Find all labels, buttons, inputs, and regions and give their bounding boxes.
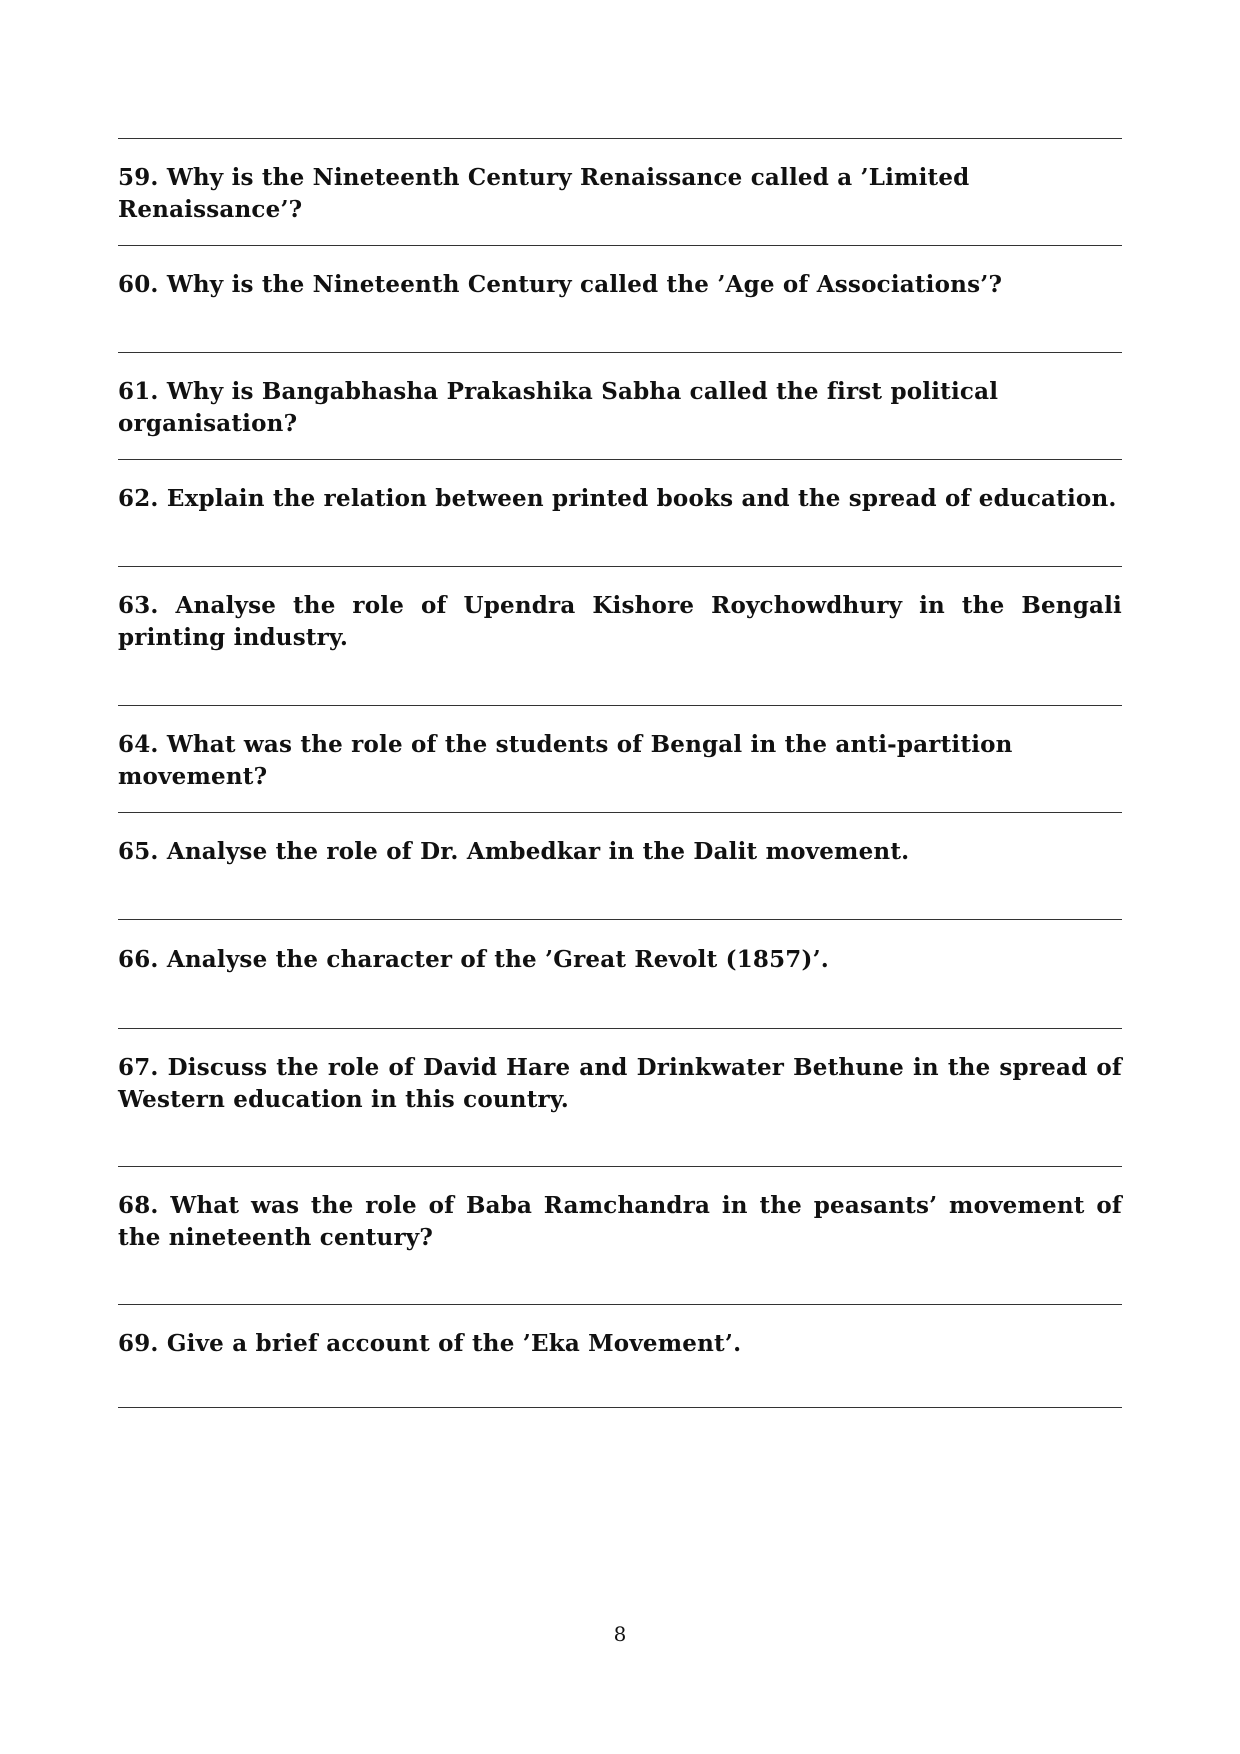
question-65 xyxy=(118,836,1122,868)
divider xyxy=(118,1407,1122,1408)
question-text: Give a brief account of the ’Eka Movement’. xyxy=(166,1330,742,1357)
divider xyxy=(118,919,1122,920)
question-text: Why is the Nineteenth Century Renaissance called a ’Limited Renaissance’? xyxy=(118,164,970,223)
question-number: 67. xyxy=(118,1054,159,1081)
question-text: Discuss the role of David Hare and Drinkwater Bethune in the spread of Western education in this country. xyxy=(118,1054,1122,1113)
divider xyxy=(118,705,1122,706)
question-number: 69. xyxy=(118,1330,159,1357)
question-64 xyxy=(118,729,1122,793)
question-67 xyxy=(118,1052,1122,1116)
divider xyxy=(118,566,1122,567)
question-62 xyxy=(118,483,1122,515)
question-number: 68. xyxy=(118,1192,159,1219)
question-text: Analyse the character of the ’Great Revolt (1857)’. xyxy=(166,946,830,973)
question-number: 64. xyxy=(118,731,159,758)
question-number: 62. xyxy=(118,485,159,512)
divider xyxy=(118,1304,1122,1305)
page-number: 8 xyxy=(613,1622,627,1646)
question-text: Explain the relation between printed books and the spread of education. xyxy=(166,485,1117,512)
question-text: What was the role of Baba Ramchandra in the peasants’ movement of the nineteenth century? xyxy=(118,1192,1122,1251)
question-text: What was the role of the students of Bengal in the anti-partition movement? xyxy=(118,731,1013,790)
divider xyxy=(118,245,1122,246)
question-number: 59. xyxy=(118,164,159,191)
divider xyxy=(118,812,1122,813)
question-text: Why is Bangabhasha Prakashika Sabha called the first political organisation? xyxy=(118,378,999,437)
question-text: Analyse the role of Upendra Kishore Roychowdhury in the Bengali printing industry. xyxy=(118,592,1122,651)
question-68 xyxy=(118,1190,1122,1254)
question-text: Why is the Nineteenth Century called the ’Age of Associations’? xyxy=(166,271,1003,298)
question-number: 60. xyxy=(118,271,159,298)
question-66 xyxy=(118,944,1122,976)
divider xyxy=(118,459,1122,460)
question-number: 65. xyxy=(118,838,159,865)
divider xyxy=(118,1028,1122,1029)
question-number: 63. xyxy=(118,592,159,619)
divider xyxy=(118,138,1122,139)
question-61 xyxy=(118,376,1122,440)
question-63 xyxy=(118,590,1122,654)
question-number: 61. xyxy=(118,378,159,405)
question-69 xyxy=(118,1328,1122,1360)
question-59 xyxy=(118,162,1122,226)
divider xyxy=(118,352,1122,353)
question-number: 66. xyxy=(118,946,159,973)
divider xyxy=(118,1166,1122,1167)
question-text: Analyse the role of Dr. Ambedkar in the Dalit movement. xyxy=(166,838,910,865)
question-60 xyxy=(118,269,1122,301)
